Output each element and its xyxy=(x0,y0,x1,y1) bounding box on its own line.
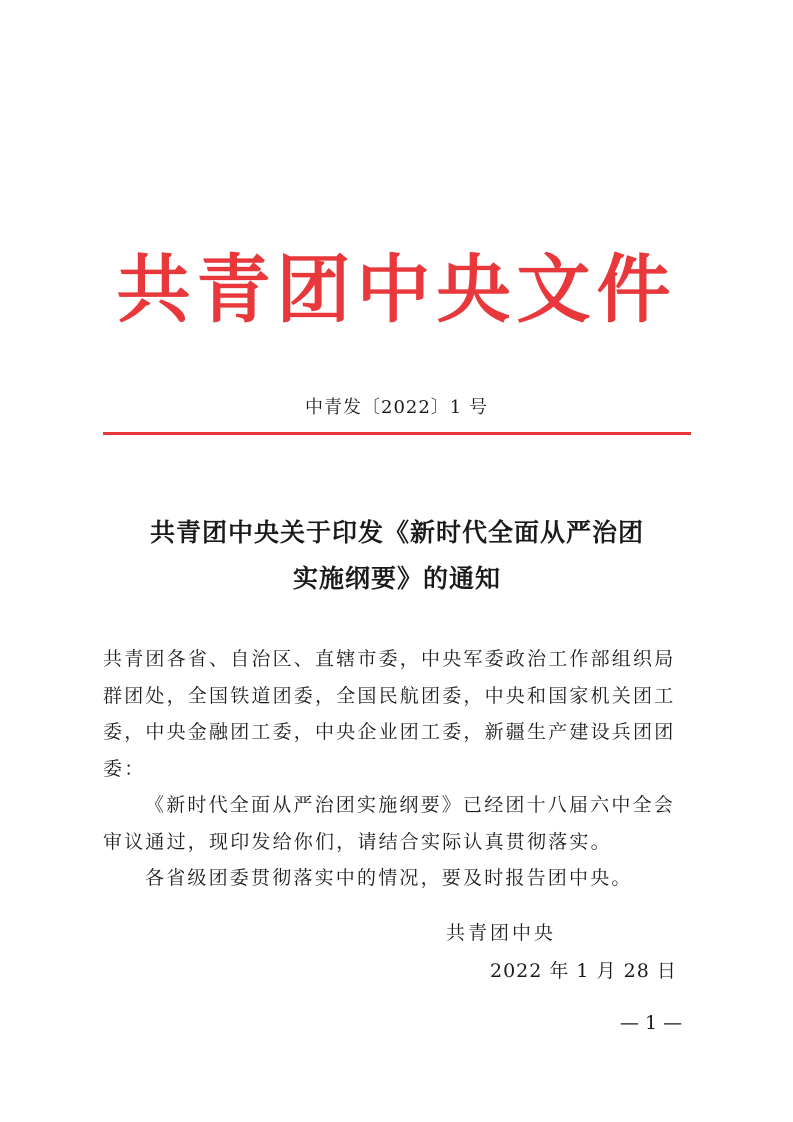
document-header-title: 共青团中央文件 xyxy=(116,247,677,333)
recipients-paragraph: 共青团各省、自治区、直辖市委，中央军委政治工作部组织局群团处，全国铁道团委，全国民航团委，中央和国家机关团工委，中央金融团工委，中央企业团工委，新疆生产建设兵团团委： xyxy=(103,648,676,780)
document-title-line-1: 共青团中央关于印发《新时代全面从严治团 xyxy=(149,518,644,547)
document-body xyxy=(103,641,695,897)
signature-date: 2022 年 1 月 28 日 xyxy=(490,960,677,982)
document-number: 中青发〔2022〕1 号 xyxy=(305,397,488,418)
red-divider-line xyxy=(103,432,691,435)
signature-organization: 共青团中央 xyxy=(446,922,557,944)
document-title-line-2: 实施纲要》的通知 xyxy=(292,564,501,593)
page-number: — 1 — xyxy=(620,1012,683,1034)
body-paragraph-2: 各省级团委贯彻落实中的情况，要及时报告团中央。 xyxy=(145,867,633,889)
body-paragraph-1: 《新时代全面从严治团实施纲要》已经团十八届六中全会审议通过，现印发给你们，请结合实际认真贯彻落实。 xyxy=(103,794,676,853)
document-title xyxy=(103,510,691,602)
